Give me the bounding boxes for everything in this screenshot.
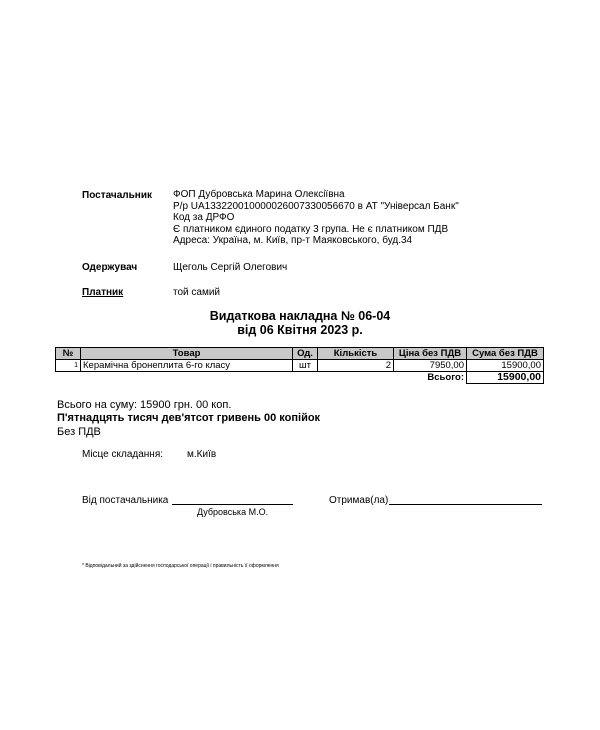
place-value: м.Київ <box>187 449 217 460</box>
supplier-account: Р/р UA133220010000026007330056670 в АТ "Універсал Банк" <box>173 200 459 212</box>
supplier-label: Постачальник <box>82 190 152 201</box>
total-amount-line: Всього на суму: 15900 грн. 00 коп. <box>57 399 232 411</box>
col-header-unit: Од. <box>293 348 318 360</box>
supplier-details <box>173 189 459 247</box>
total-value: 15900,00 <box>467 372 544 384</box>
supplier-code: Код за ДРФО <box>173 212 235 224</box>
from-supplier-label: Від постачальника <box>82 495 169 506</box>
items-table <box>55 347 544 384</box>
supplier-signer-name: Дубровська М.О. <box>197 507 269 517</box>
payer-value: той самий <box>173 287 221 298</box>
col-header-item: Товар <box>81 348 293 360</box>
col-header-price: Ціна без ПДВ <box>394 348 467 360</box>
col-header-sum: Сума без ПДВ <box>467 348 544 360</box>
supplier-name: ФОП Дубровська Марина Олексіївна <box>173 189 345 200</box>
recipient-value: Щеголь Сергій Олегович <box>173 262 288 273</box>
col-header-number: № <box>56 348 81 360</box>
col-header-quantity: Кількість <box>318 348 394 360</box>
row-unit: шт <box>293 360 318 372</box>
supplier-tax-status: Є платником єдиного податку 3 група. Не є платником ПДВ <box>173 223 449 235</box>
table-header-row <box>56 348 544 360</box>
row-item: Керамічна бронеплита 6-го класу <box>81 360 293 372</box>
row-number: 1 <box>56 360 81 372</box>
row-price: 7950,00 <box>394 360 467 372</box>
recipient-signature-line <box>389 504 542 505</box>
received-label: Отримав(ла) <box>329 495 389 506</box>
row-sum: 15900,00 <box>467 360 544 372</box>
total-label: Всього: <box>427 372 464 384</box>
place-label: Місце складання: <box>82 449 164 460</box>
document-date: від 06 Квітня 2023 р. <box>237 323 363 337</box>
payer-label: Платник <box>82 287 124 298</box>
table-total-row <box>56 372 544 384</box>
row-quantity: 2 <box>318 360 394 372</box>
vat-note: Без ПДВ <box>57 426 101 438</box>
recipient-label: Одержувач <box>82 262 138 273</box>
footnote: * Відповідальний за здійснення господарської операції і правильність її оформлення <box>82 563 279 569</box>
supplier-address: Адреса: Україна, м. Київ, пр-т Маяковського, буд.34 <box>173 235 413 247</box>
supplier-signature-line <box>172 504 293 505</box>
table-row <box>56 360 544 372</box>
total-amount-words: П'ятнадцять тисяч дев'ятсот гривень 00 копійок <box>57 412 321 424</box>
document-title: Видаткова накладна № 06-04 <box>209 309 391 323</box>
